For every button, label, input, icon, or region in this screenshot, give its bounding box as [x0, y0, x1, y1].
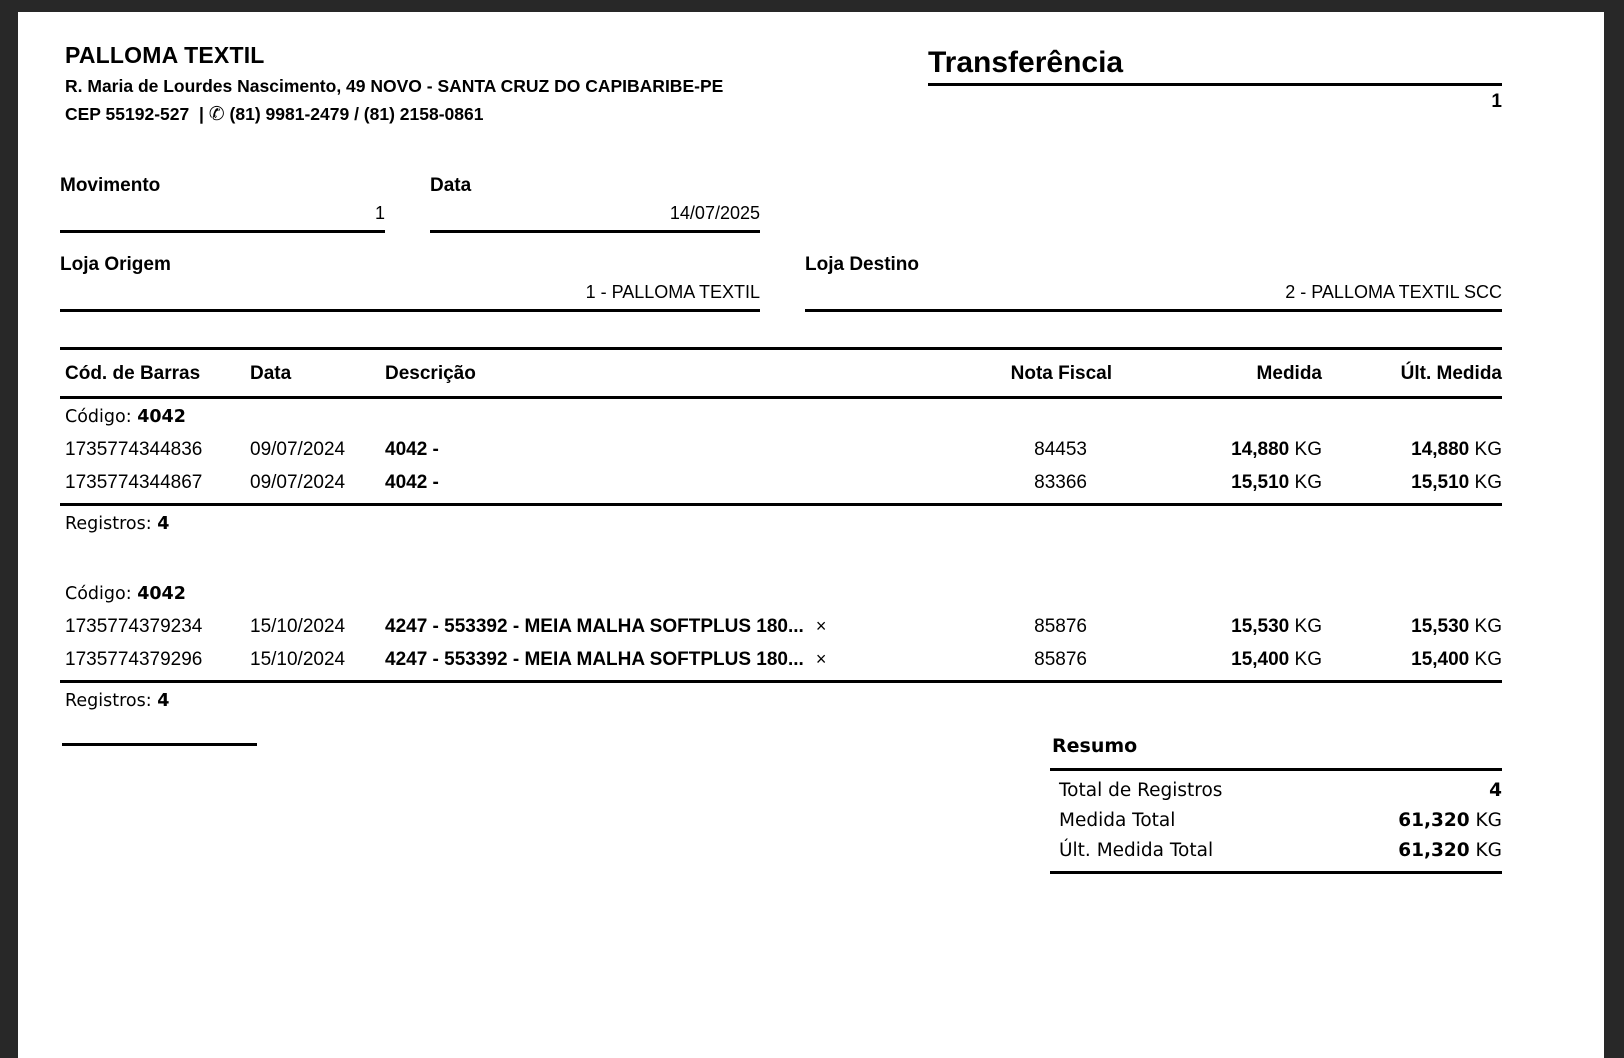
field-loja-origem-value: 1 - PALLOMA TEXTIL [585, 282, 760, 302]
resumo-value: 61,320 KG [1398, 840, 1502, 861]
signature-line [62, 743, 257, 746]
col-header-cod-barras: Cód. de Barras [65, 363, 201, 384]
resumo-label: Medida Total [1059, 810, 1176, 831]
cell-ult-medida: 14,880 KG [1411, 439, 1502, 460]
resumo-label: Últ. Medida Total [1059, 840, 1214, 861]
field-data [430, 175, 760, 233]
resumo-title: Resumo [1052, 735, 1138, 757]
truncation-mark: × [815, 616, 827, 636]
document-title: Transferência [928, 46, 1502, 86]
company-address: R. Maria de Lourdes Nascimento, 49 NOVO - SANTA CRUZ DO CAPIBARIBE-PE [65, 76, 724, 96]
registros-value: 4 [157, 514, 170, 534]
table-header-row [60, 350, 1502, 399]
page-number: 1 [1491, 91, 1502, 112]
codigo-value: 4042 [137, 407, 186, 427]
cell-medida: 15,530 KG [1231, 616, 1322, 637]
cell-cod-barras: 1735774344836 [65, 439, 203, 460]
cell-ult-medida: 15,400 KG [1411, 649, 1502, 670]
registros-value: 4 [157, 691, 170, 711]
field-loja-destino-label: Loja Destino [805, 254, 920, 275]
cell-data: 09/07/2024 [250, 472, 346, 493]
cell-cod-barras: 1735774379234 [65, 616, 203, 637]
truncation-mark: × [815, 649, 827, 669]
group-rows [60, 610, 1502, 683]
cell-medida: 15,400 KG [1231, 649, 1322, 670]
group-rows [60, 433, 1502, 506]
table-row [60, 643, 1502, 676]
cell-medida: 14,880 KG [1231, 439, 1322, 460]
resumo-label: Total de Registros [1059, 780, 1223, 801]
title-block [928, 46, 1502, 113]
registros-label: Registros: [65, 691, 152, 711]
items-table [60, 347, 1502, 717]
field-data-value: 14/07/2025 [669, 203, 760, 223]
cell-ult-medida: 15,510 KG [1411, 472, 1502, 493]
field-loja-origem [60, 254, 760, 312]
separator: | [198, 104, 204, 124]
resumo-section [1050, 735, 1502, 874]
group-registros [60, 506, 1502, 540]
cell-data: 15/10/2024 [250, 649, 346, 670]
col-header-descricao: Descrição [385, 363, 476, 384]
codigo-label: Código: [65, 407, 132, 427]
resumo-value: 61,320 KG [1398, 810, 1502, 831]
resumo-row [1050, 775, 1502, 805]
cell-nota-fiscal: 85876 [1034, 649, 1087, 670]
field-movimento [60, 175, 385, 233]
cell-cod-barras: 1735774344867 [65, 472, 203, 493]
field-movimento-label: Movimento [60, 175, 161, 196]
codigo-label: Código: [65, 584, 132, 604]
group-codigo [60, 399, 1502, 433]
item-group [60, 576, 1502, 717]
cell-nota-fiscal: 85876 [1034, 616, 1087, 637]
company-phones: (81) 9981-2479 / (81) 2158-0861 [229, 104, 484, 124]
item-group [60, 399, 1502, 540]
table-row [60, 466, 1502, 499]
group-codigo [60, 576, 1502, 610]
cell-cod-barras: 1735774379296 [65, 649, 203, 670]
field-movimento-value: 1 [374, 203, 385, 223]
field-loja-destino [805, 254, 1502, 312]
cell-ult-medida: 15,530 KG [1411, 616, 1502, 637]
document-page [18, 12, 1604, 1058]
cell-medida: 15,510 KG [1231, 472, 1322, 493]
cell-descricao: 4042 - [385, 472, 439, 493]
group-registros [60, 683, 1502, 717]
cell-descricao: 4247 - 553392 - MEIA MALHA SOFTPLUS 180... × [385, 616, 827, 637]
codigo-value: 4042 [137, 584, 186, 604]
company-contact [65, 103, 723, 126]
company-cep: CEP 55192-527 [65, 104, 190, 124]
field-data-label: Data [430, 175, 472, 196]
resumo-table [1050, 768, 1502, 874]
cell-descricao: 4042 - [385, 439, 439, 460]
company-name: PALLOMA TEXTIL [65, 42, 265, 68]
cell-nota-fiscal: 83366 [1034, 472, 1087, 493]
company-header [65, 42, 723, 126]
col-header-ult-medida: Últ. Medida [1400, 363, 1502, 384]
resumo-row [1050, 835, 1502, 865]
col-header-data: Data [250, 363, 292, 384]
cell-descricao: 4247 - 553392 - MEIA MALHA SOFTPLUS 180... × [385, 649, 827, 670]
table-row [60, 610, 1502, 643]
field-loja-destino-value: 2 - PALLOMA TEXTIL SCC [1285, 282, 1502, 302]
cell-data: 15/10/2024 [250, 616, 346, 637]
col-header-medida: Medida [1256, 363, 1322, 384]
field-loja-origem-label: Loja Origem [60, 254, 171, 275]
resumo-row [1050, 805, 1502, 835]
col-header-nota-fiscal: Nota Fiscal [1010, 363, 1112, 384]
resumo-value: 4 [1489, 780, 1502, 801]
registros-label: Registros: [65, 514, 152, 534]
cell-nota-fiscal: 84453 [1034, 439, 1087, 460]
table-row [60, 433, 1502, 466]
cell-data: 09/07/2024 [250, 439, 346, 460]
phone-icon: ✆ [208, 104, 225, 125]
